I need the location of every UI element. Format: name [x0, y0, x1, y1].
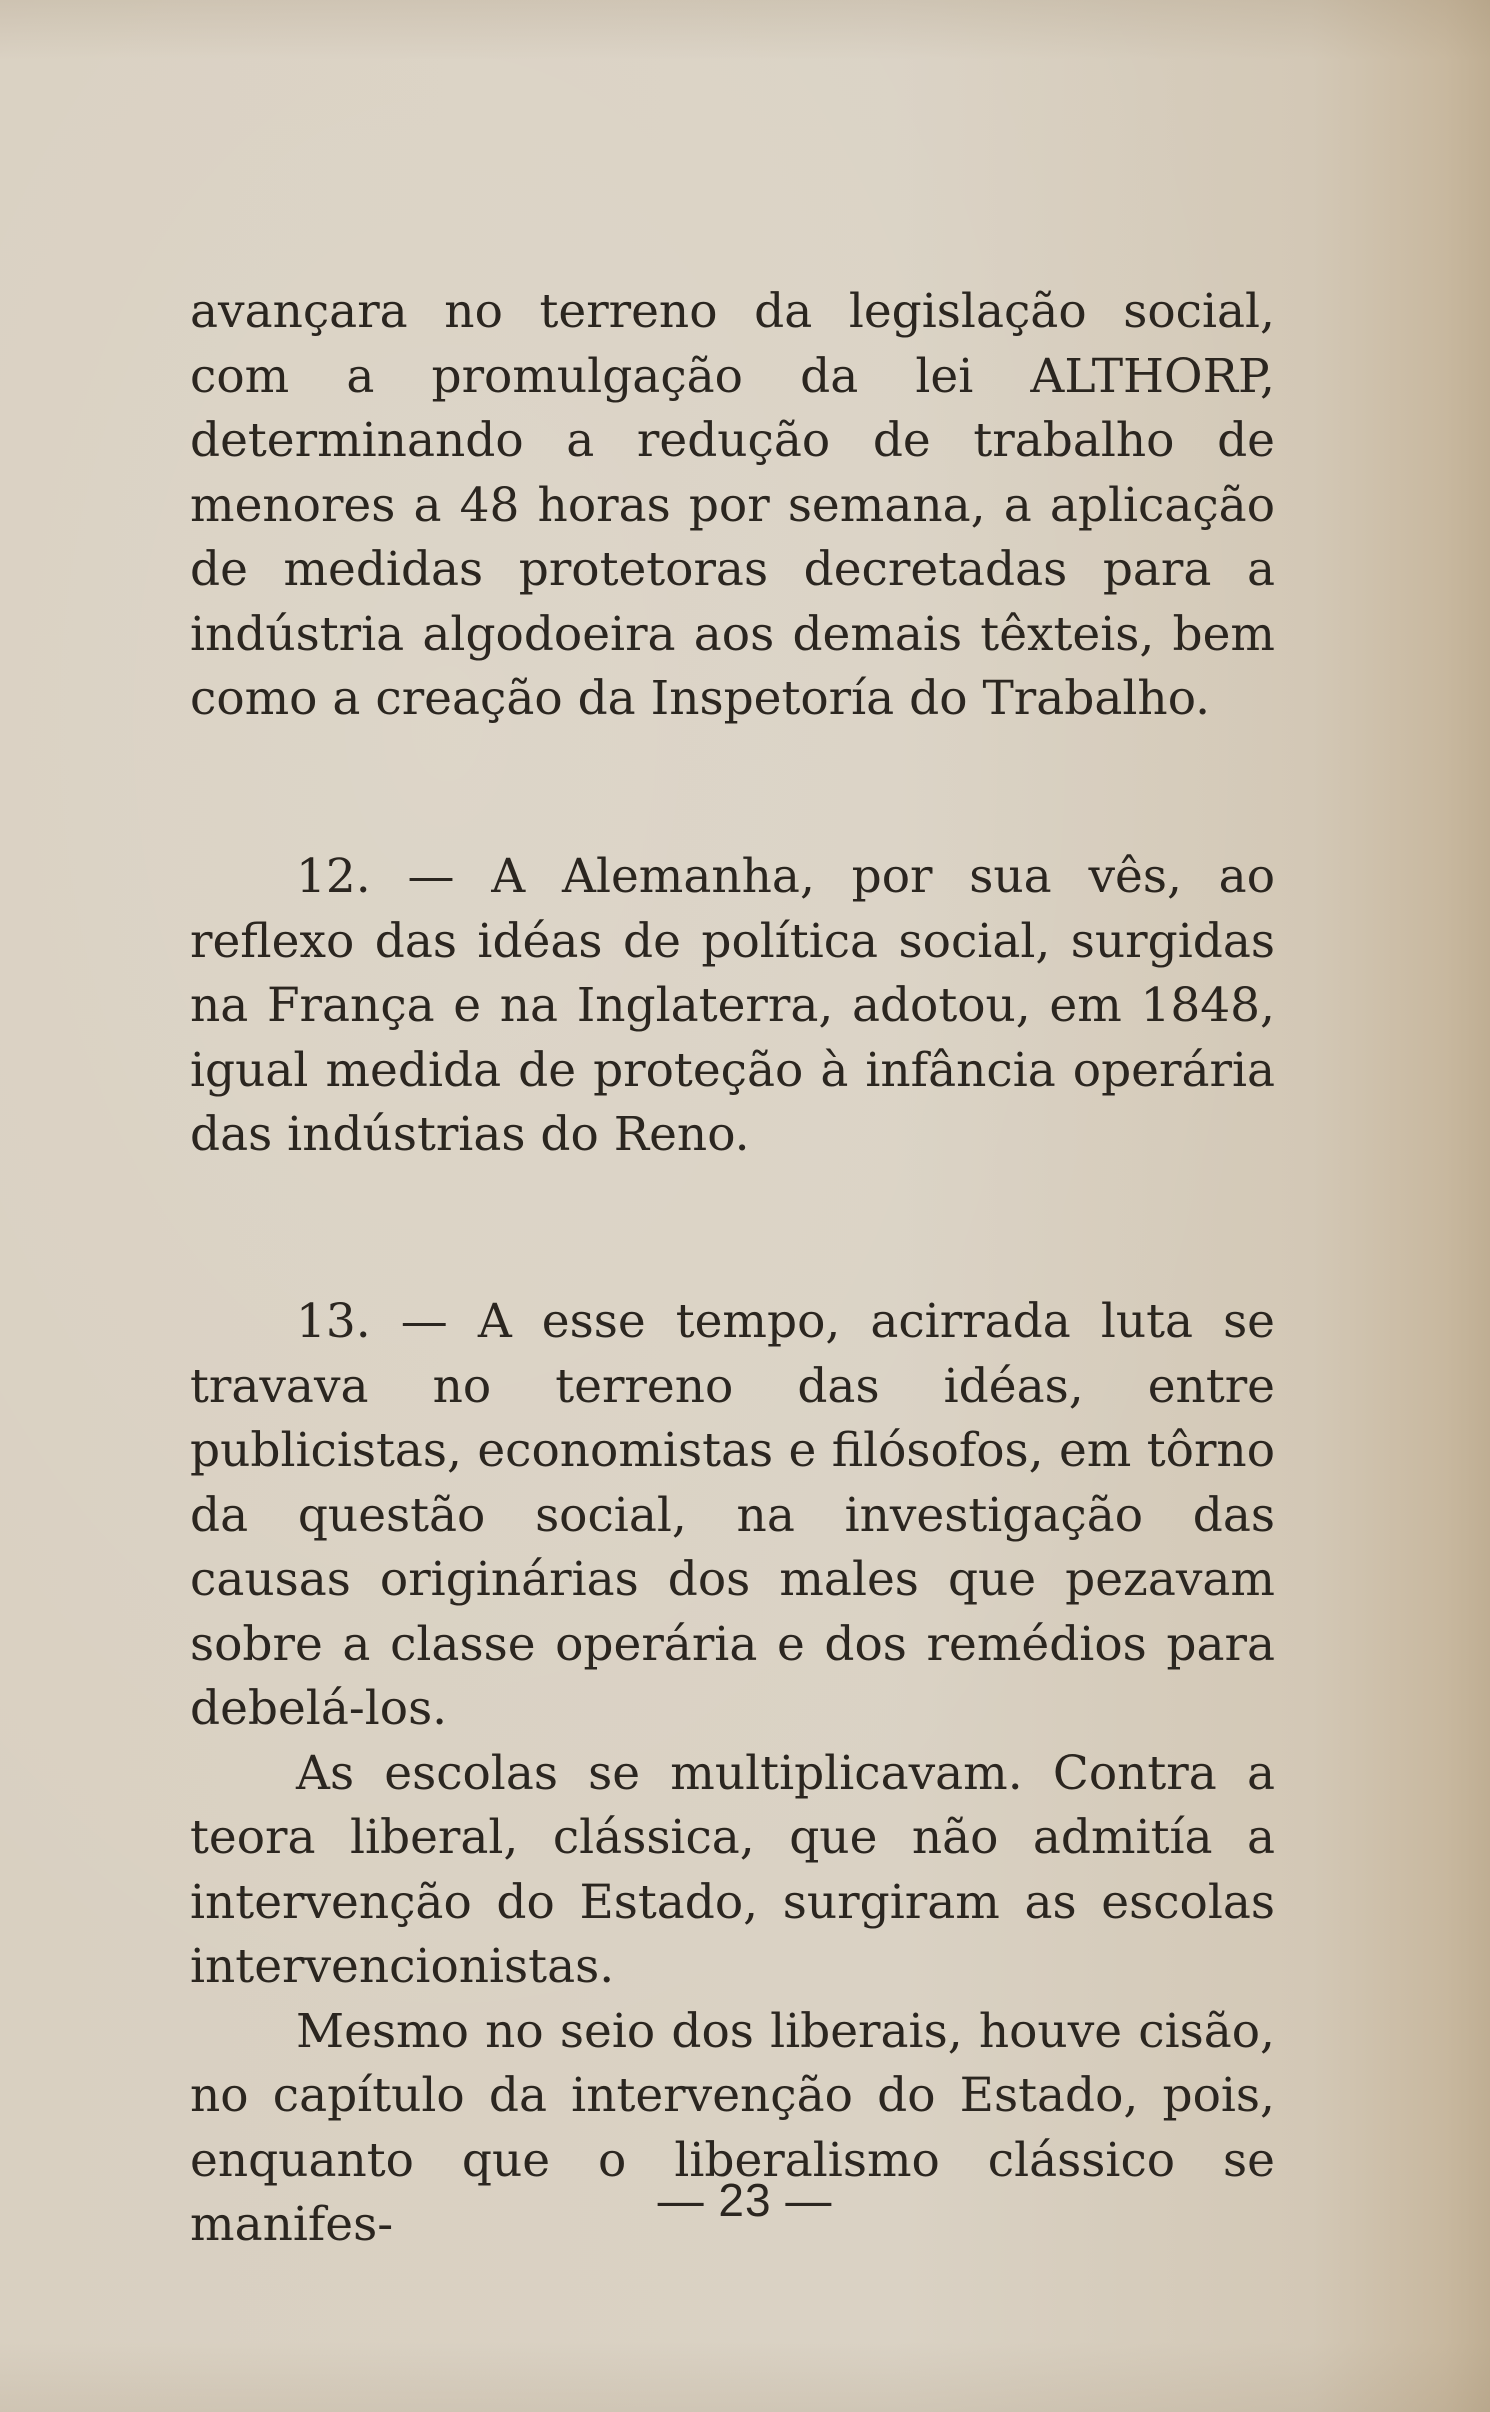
text-block-section-13 — [190, 1290, 1275, 2258]
paragraph-section-12: 12. — A Alemanha, por sua vês, ao reflexo das idéas de política social, surgidas na França e na Inglaterra, adotou, em 1848, igual medida de proteção à infância operária das indústrias do Reno. — [190, 849, 1275, 1162]
paragraph-liberais: Mesmo no seio dos liberais, houve cisão, no capítulo da intervenção do Estado, pois, enquanto que o liberalismo clássico se manifes- — [190, 2003, 1275, 2252]
paragraph-continuation: avançara no terreno da legislação social, com a promulgação da lei ALTHORP, determinando a redução de trabalho de menores a 48 horas por semana, a aplicação de medidas protetoras decretadas para a indústria algodoeira aos demais têxteis, bem como a creação da Inspetoría do Trabalho. — [190, 284, 1275, 726]
text-block-section-12 — [190, 845, 1275, 1168]
paragraph-section-13: 13. — A esse tempo, acirrada luta se travava no terreno das idéas, entre publicistas, economistas e filósofos, em tôrno da questão social, na investigação das causas originárias dos males que pezavam sobre a classe operária e dos remédios para debelá-los. — [190, 1294, 1275, 1736]
paragraph-escolas: As escolas se multiplicavam. Contra a teora liberal, clássica, que não admitía a intervenção do Estado, surgiram as escolas intervencionistas. — [190, 1745, 1275, 1994]
page-number: — 23 — — [657, 2174, 833, 2226]
text-block-top — [190, 280, 1275, 732]
